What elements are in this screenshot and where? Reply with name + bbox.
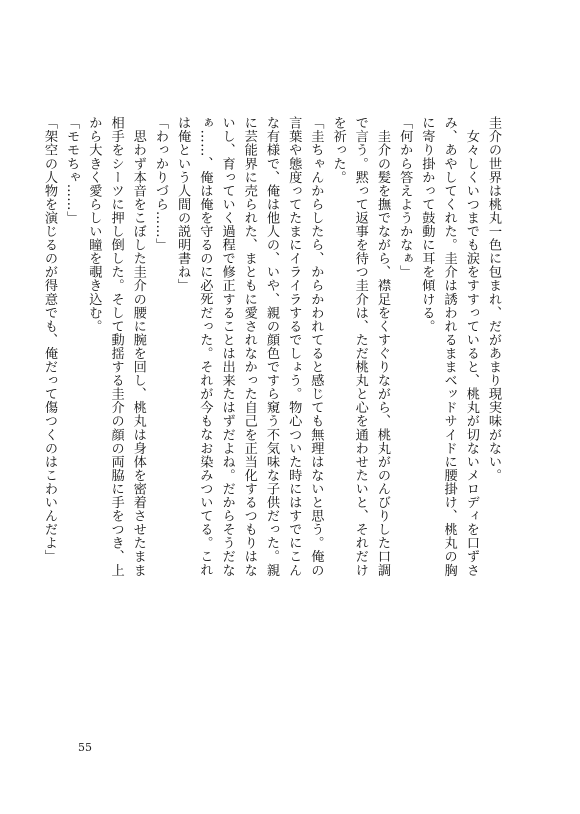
vertical-text-block: [41, 116, 504, 590]
paragraph: 圭介の世界は桃丸一色に包まれ、だがあまり現実味がない。: [486, 116, 501, 482]
paragraph: 圭介の髪を撫でながら、襟足をくすぐりながら、桃丸がのんびりした口調で言う。黙って返事を待つ圭介は、ただ桃丸と心を通わせたいと、それだけを祈った。: [330, 116, 390, 577]
paragraph: 女々しくいつまでも涙をすすっていると、桃丸が切ないメロディを口ずさみ、あやしてくれた。圭介は誘われるままベッドサイドに腰掛け、桃丸の胸に寄り掛かって鼓動に耳を傾ける。: [419, 116, 479, 577]
page-number: 55: [78, 741, 92, 754]
paragraph: 思わず本音をこぼした圭介の腰に腕を回し、桃丸は身体を密着させたまま相手をシーツに押し倒した。そして動揺する圭介の顔の両脇に手をつき、上から大きく愛らしい瞳を覗き込む。: [86, 116, 146, 577]
paragraph: 「何から答えようかなぁ」: [397, 116, 413, 279]
paragraph: 「圭ちゃんからしたら、からかわれてると感じても無理はないと思う。俺の言葉や態度ってたまにイライラするでしょう。物心ついた時にはすでにこんな有様で、俺は他人の、いや、親の顔色ですら窺う不気味な子供だった。親に芸能界に売られた、まともに愛されなかった自己を正当化するつもりはないし、育っていく過程で修正することは出来たはずだよね。だからそうだなぁ……、俺は俺を守るのに必死だった。それが今もなお染みついてる。これは俺という人間の説明書ね」: [175, 116, 324, 577]
paragraph: 「モモちゃ……」: [64, 116, 80, 225]
paragraph: 「架空の人物を演じるのが得意でも、俺だって傷つくのはこわいんだよ」: [41, 116, 57, 564]
paragraph: 「わっかりづら……」: [152, 116, 168, 252]
